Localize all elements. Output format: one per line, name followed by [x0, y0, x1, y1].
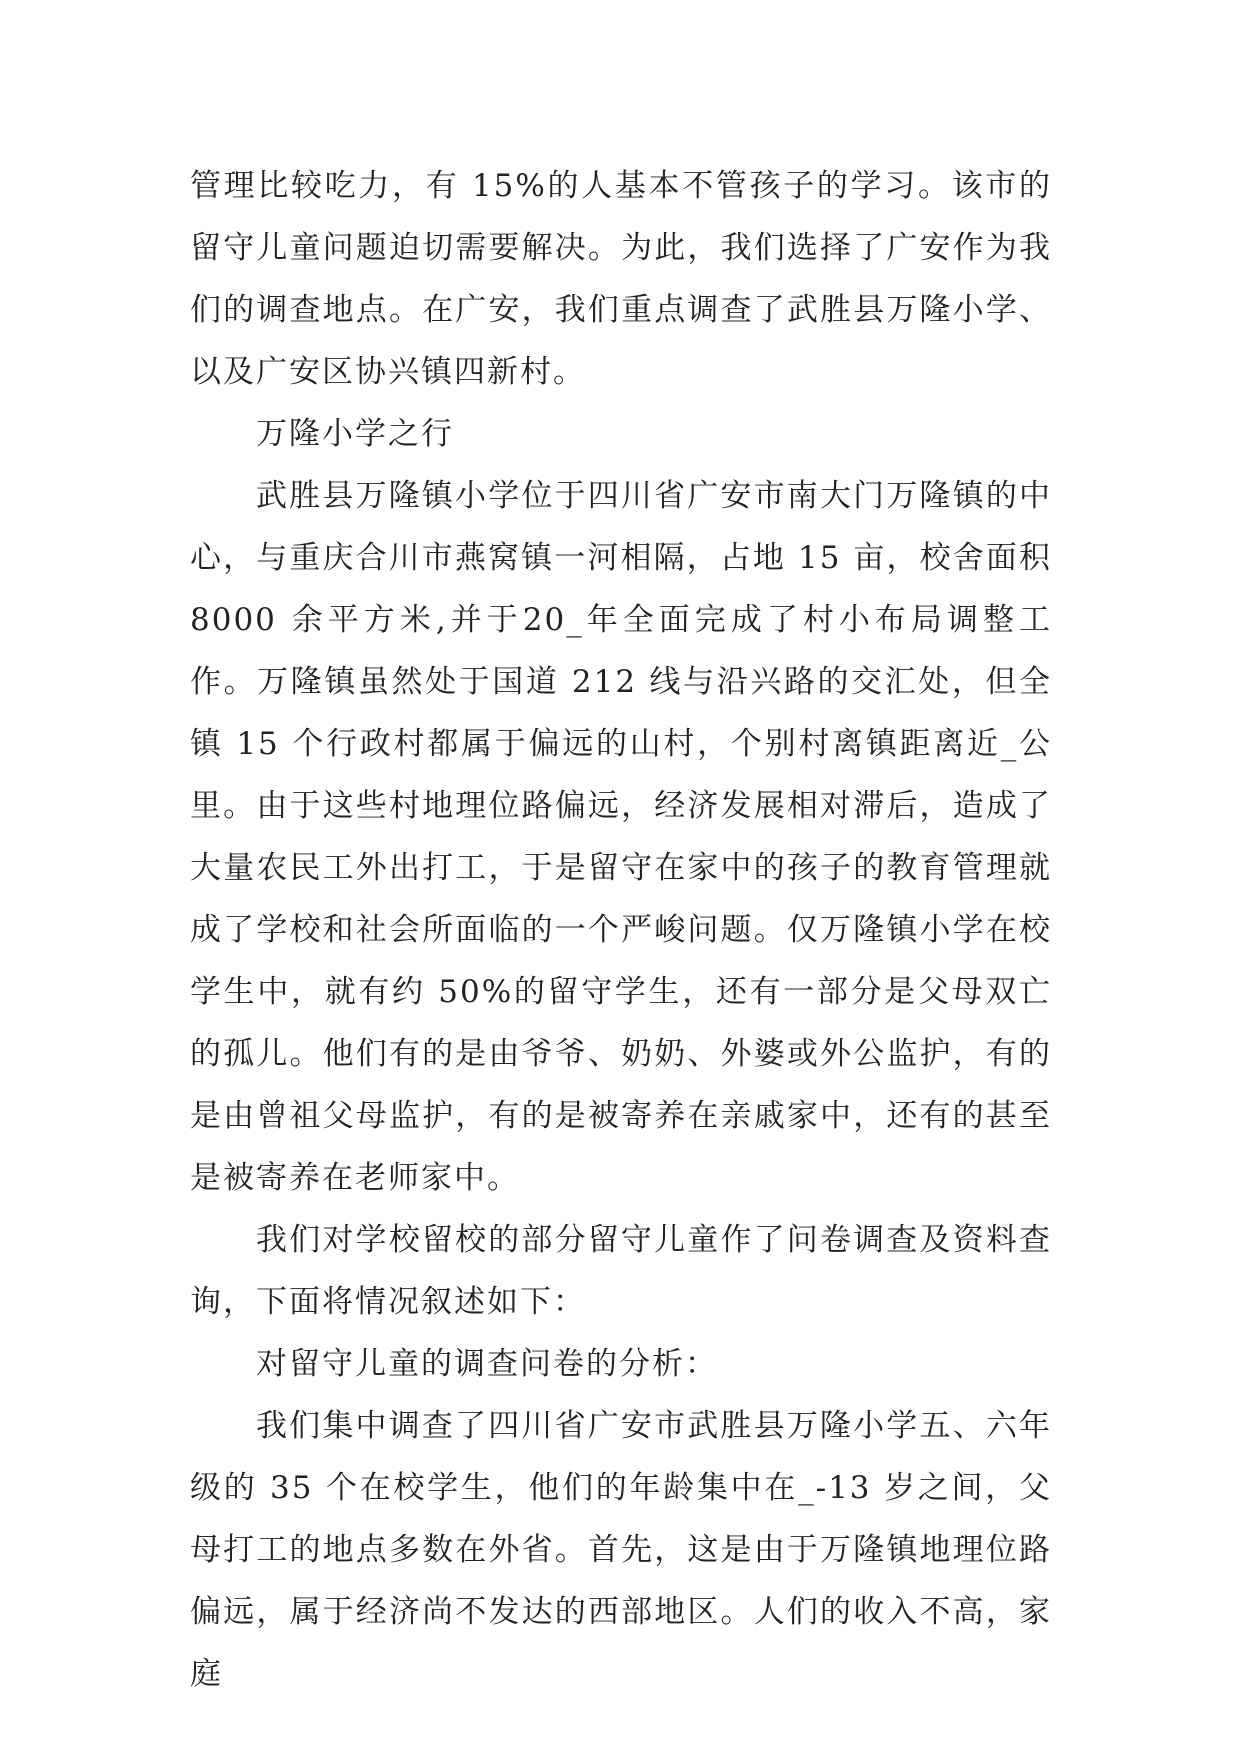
- paragraph-survey-intro: 我们对学校留校的部分留守儿童作了问卷调查及资料查询，下面将情况叙述如下：: [190, 1222, 1052, 1320]
- section-heading-survey-analysis: 对留守儿童的调查问卷的分析：: [256, 1346, 718, 1382]
- paragraph-continuation: 管理比较吃力，有 15%的人基本不管孩子的学习。该市的留守儿童问题迫切需要解决。为此，我们选择了广安作为我们的调查地点。在广安，我们重点调查了武胜县万隆小学、以及广安区协兴镇四新村。: [190, 168, 1052, 390]
- document-body: [190, 155, 1052, 1705]
- paragraph-survey-details: 我们集中调查了四川省广安市武胜县万隆小学五、六年级的 35 个在校学生，他们的年龄集中在_-13 岁之间，父母打工的地点多数在外省。首先，这是由于万隆镇地理位路偏远，属于经济尚不发达的西部地区。人们的收入不高，家庭: [190, 1408, 1052, 1692]
- paragraph-school-description: 武胜县万隆镇小学位于四川省广安市南大门万隆镇的中心，与重庆合川市燕窝镇一河相隔，占地 15 亩，校舍面积8000 余平方米,并于20_年全面完成了村小布局调整工作。万隆镇虽然处于国道 212 线与沿兴路的交汇处，但全镇 15 个行政村都属于偏远的山村，个别村离镇距离近_公里。由于这些村地理位路偏远，经济发展相对滞后，造成了大量农民工外出打工，于是留守在家中的孩子的教育管理就成了学校和社会所面临的一个严峻问题。仅万隆镇小学在校学生中，就有约 50%的留守学生，还有一部分是父母双亡的孤儿。他们有的是由爷爷、奶奶、外婆或外公监护，有的是由曾祖父母监护，有的是被寄养在亲戚家中，还有的甚至是被寄养在老师家中。: [190, 478, 1052, 1196]
- section-heading-wanlong-school-visit: 万隆小学之行: [256, 416, 454, 452]
